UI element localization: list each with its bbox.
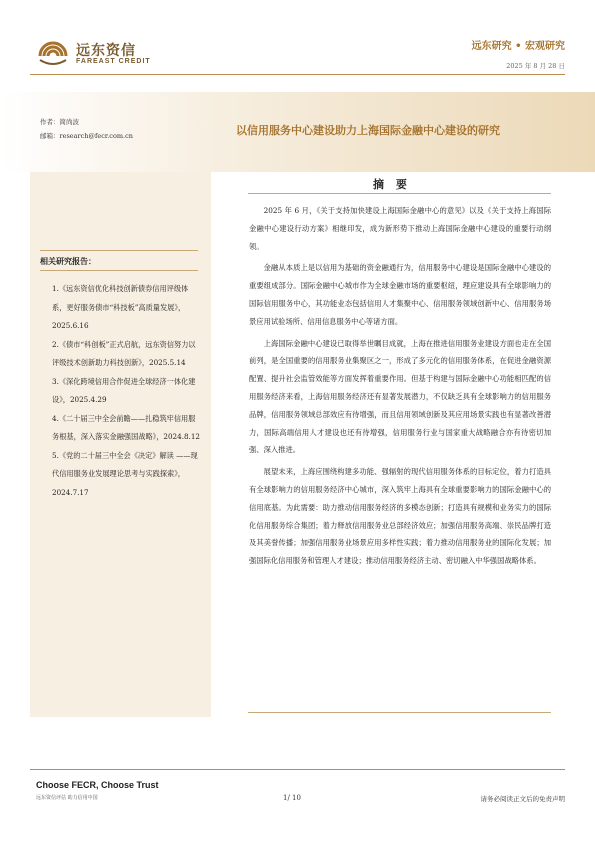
header-divider: [30, 74, 565, 75]
related-reports-list: [52, 280, 202, 502]
related-report-item[interactable]: 2.《债市“科创板”正式启航，远东资信努力以评级技术创新助力科技创新》，2025.5.14: [52, 339, 196, 367]
abstract-divider-bottom: [248, 712, 551, 713]
footer-slogan-en: Choose FECR, Choose Trust: [36, 780, 159, 790]
page-number: 1/ 10: [283, 794, 301, 802]
related-reports-heading: 相关研究报告：: [40, 257, 96, 266]
report-title: 以信用服务中心建设助力上海国际金融中心建设的研究: [236, 124, 500, 137]
footer-divider: [30, 769, 565, 770]
abstract-paragraph: 上海国际金融中心建设已取得举世瞩目成就，上海在推进信用服务业建设方面也走在全国前列，是全国重要的信用服务业集聚区之一，形成了多元化的信用服务体系，在促进金融资源配置、提升社会监管效能等方面发挥着重要作用。但基于构建与国际金融中心功能相匹配的信用服务经济来看，上海信用服务经济还有显著发展潜力，不仅缺乏具有全球影响力的信用服务品牌，信用服务领域总部效应有待增强，而且信用领域创新及其应用场景实践也有显著改善潜力，国际高端信用人才建设也还有待增强，信用服务行业与国家重大战略融合亦有待密切加强、深入推进。: [249, 338, 551, 455]
author-email: 邮箱：research@fecr.com.cn: [40, 132, 133, 140]
author-name: 作者：简尚波: [40, 118, 79, 126]
footer-slogan-cn: 远东资信评估 助力信用中国: [36, 795, 98, 801]
disclaimer-note: 请务必阅读正文后的免责声明: [480, 795, 565, 803]
logo-text-cn: 远东资信: [76, 43, 136, 59]
sidebar-divider-top: [40, 250, 198, 251]
report-date: 2025 年 8 月 28 日: [506, 62, 565, 70]
related-report-item[interactable]: 1.《远东资信优化科技创新债券信用评级体系，更好服务债市“科技板”高质量发展》，2025.6.16: [52, 284, 189, 330]
logo-text-en: FAREAST CREDIT: [76, 58, 151, 65]
abstract-paragraph: 金融从本质上是以信用为基础的资金融通行为，信用服务中心建设是国际金融中心建设的重要组成部分。国际金融中心城市作为全球金融市场的重要枢纽，理应建设具有全球影响力的国际信用服务中心，其功能业态包括信用人才集聚中心、信用服务领域创新中心、信用服务场景应用试验场所、信用信息服务中心等诸方面。: [249, 263, 551, 326]
related-report-item[interactable]: 3.《深化跨境信用合作促进全球经济一体化建设》，2025.4.29: [52, 376, 196, 404]
related-report-item[interactable]: 4.《二十届三中全会前瞻——扎稳筑牢信用服务根基，深入落实金融强国战略》，2024.8.12: [52, 413, 200, 441]
sidebar-divider-bottom: [40, 270, 198, 271]
abstract-paragraph: 2025 年 6 月，《关于支持加快建设上海国际金融中心的意见》以及《关于支持上海国际金融中心建设行动方案》相继印发，成为新形势下推动上海国际金融中心建设的重要行动纲领。: [249, 206, 551, 251]
company-logo: [36, 38, 206, 72]
abstract-paragraph: 展望未来，上海应围绕构建多功能、强辐射的现代信用服务体系的目标定位，着力打造具有全球影响力的信用服务经济中心城市，深入筑牢上海具有全球重要影响力的国际金融中心的信用底基。为此需要：助力推动信用服务经济的多模态创新；打造具有规模和业务实力的国际化信用服务综合集团；着力释放信用服务业总部经济效应；加强信用服务高端、崇民品牌打造及其美誉传播；加强信用服务业场景应用多样性实践；着力推动信用服务业的国际化发展；加强国际化信用服务和管理人才建设；推动信用服务经济主动、密切融入中华强国战略体系。: [249, 467, 551, 566]
related-report-item[interactable]: 5.《党的二十届三中全会《决定》解读 ——现代信用服务业发展理论思考与实践探索》，2024.7.17: [52, 450, 198, 497]
abstract-body: [249, 202, 551, 574]
abstract-heading: 摘 要: [373, 178, 411, 191]
report-category: 远东研究 • 宏观研究: [471, 41, 565, 52]
abstract-divider-top: [248, 193, 551, 194]
fareast-logo-icon: [36, 38, 70, 72]
author-block: [40, 115, 133, 143]
